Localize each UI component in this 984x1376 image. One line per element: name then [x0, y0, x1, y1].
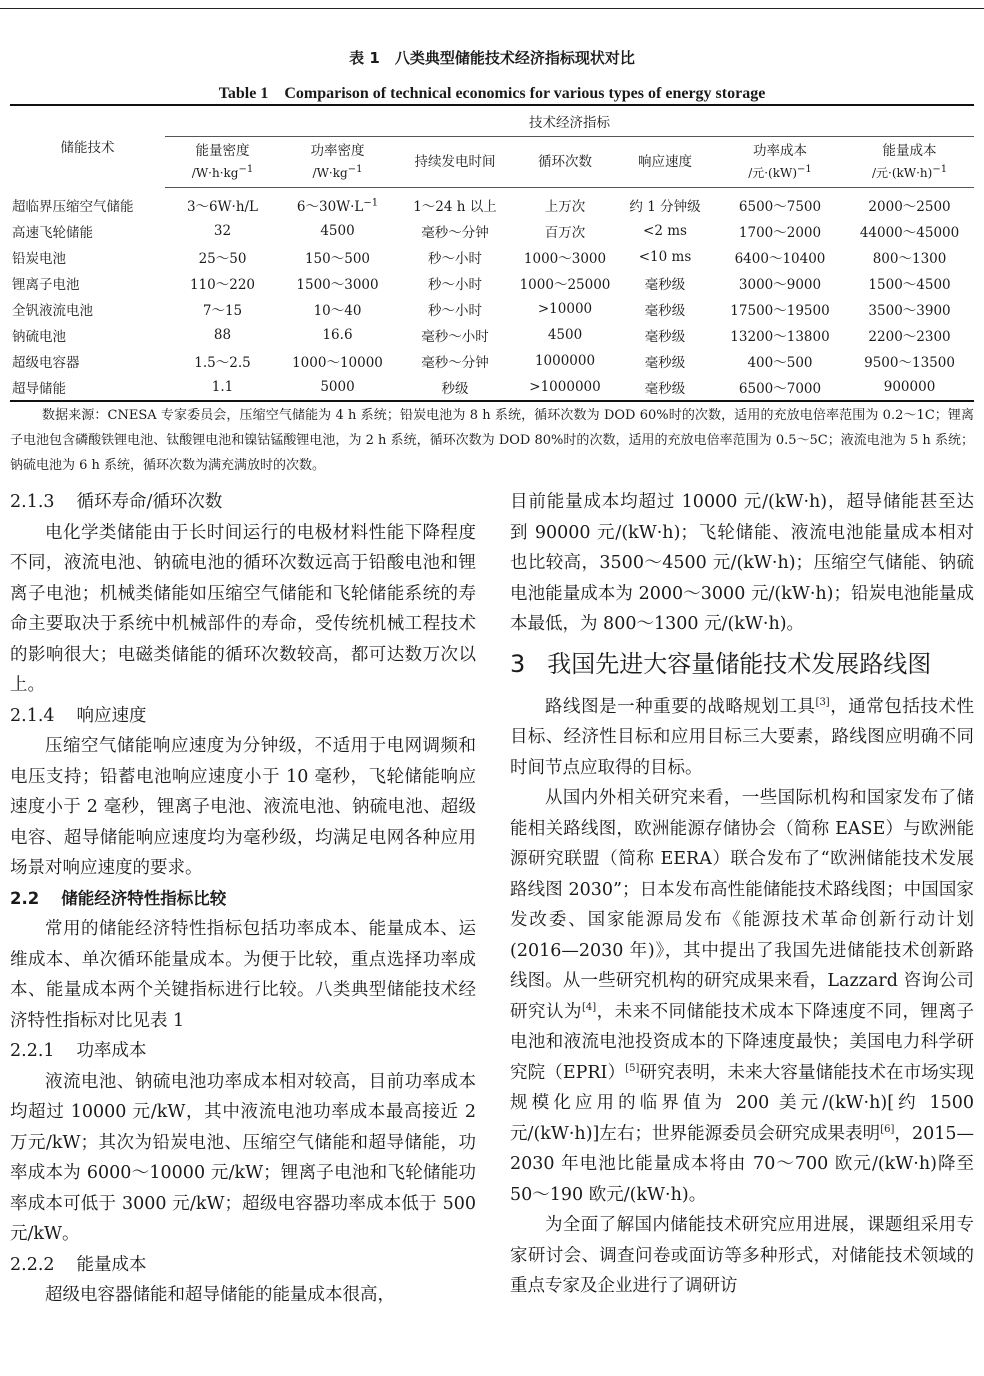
- column-header: 功率密度 $/W\cdot kg^{-1}$: [280, 137, 395, 188]
- paragraph: 从国内外相关研究来看，一些国际机构和国家发布了储能相关路线图，欧洲能源存储协会（简称 EASE）与欧洲能源研究联盟（简称 EERA）联合发布了“欧洲储能技术发展路线图 2030”；日本发布高性能储能技术路线图；中国国家发改委、国家能源局发布《能源技术革命创新行动计划(2016—2030 年)》，其中提出了我国先进储能技术创新路线图。从一些研究机构的研究成果来看，Lazzard 咨询公司研究认为[4]，未来不同储能技术成本下降速度不同，锂离子电池和液流电池投资成本的下降速度最快；美国电力科学研究院（EPRI）[5]研究表明，未来大容量储能技术在市场实现规模化应用的临界值为 200 美元/(kW·h)[约 1500 元/(kW·h)]左右；世界能源委员会研究成果表明[6]，2015—2030 年电池比能量成本将由 70～700 欧元/(kW·h)降至 50～190 欧元/(kW·h)。: [510, 788, 975, 1205]
- row-tech-name: 超临界压缩空气储能: [12, 198, 134, 215]
- table-cell: 17500～19500: [730, 303, 830, 319]
- table-cell: 6500～7500: [738, 199, 822, 215]
- table-cell: 13200～13800: [730, 329, 830, 345]
- paragraph: 为全面了解国内储能技术研究应用进展，课题组采用专家研讨会、调查问卷或面访等多种形式，对储能技术领域的重点专家及企业进行了调研访: [510, 1215, 974, 1296]
- row-tech-name: 钠硫电池: [12, 329, 66, 345]
- table-cell: 9500～13500: [864, 355, 955, 371]
- table-cell: 6400～10400: [734, 251, 826, 267]
- row-tech-name: 高速飞轮储能: [12, 225, 93, 241]
- column-header: 持续发电时间: [395, 137, 515, 188]
- table-cell: 32: [213, 223, 232, 239]
- table-cell: 110～220: [189, 277, 256, 293]
- group-header: 技术经济指标: [165, 105, 974, 137]
- table-cell: 1000～25000: [519, 277, 611, 293]
- table-cell: 1.5～2.5: [194, 355, 251, 371]
- table-cell: 2200～2300: [868, 329, 951, 345]
- chapter-heading: 3 我国先进大容量储能技术发展路线图: [510, 649, 932, 678]
- metrics-table: [10, 104, 974, 402]
- paragraph: 常用的储能经济特性指标包括功率成本、能量成本、运维成本、单次循环能量成本。为便于比较，重点选择功率成本、能量成本两个关键指标进行比较。八类典型储能技术经济特性指标对比见表 1: [10, 919, 476, 1031]
- table-cell: 1000～10000: [292, 355, 383, 371]
- table-row: [10, 322, 974, 348]
- table-cell: 秒～小时: [428, 251, 482, 267]
- table-cell: 4500: [547, 327, 583, 343]
- citation: [3]: [815, 696, 830, 708]
- table-cell: 毫秒～小时: [421, 329, 489, 345]
- table-cell: 1500～3000: [296, 277, 379, 293]
- section-heading: 2.1.3 循环寿命/循环次数: [10, 492, 223, 512]
- table-row: [10, 244, 974, 270]
- table-cell: 400～500: [747, 355, 813, 371]
- table-cell: 10～40: [313, 303, 362, 319]
- table-caption-en: Table 1 Comparison of technical economics for various types of energy storage: [218, 85, 766, 102]
- table-row: [10, 188, 974, 219]
- table-cell: 毫秒～分钟: [421, 225, 489, 241]
- table-cell: 3～6W·h/L: [186, 199, 259, 215]
- column-header: 功率成本 /元·(kW)$^{-1}$: [715, 137, 845, 188]
- section-heading: 2.2.2 能量成本: [10, 1254, 147, 1275]
- citation: [5]: [625, 1062, 640, 1074]
- table-cell: 3000～9000: [738, 277, 822, 293]
- table-row: [10, 374, 974, 401]
- table-cell: <2 ms: [643, 223, 687, 239]
- header-rule: [0, 8, 984, 9]
- section-heading: 2.2 储能经济特性指标比较: [10, 888, 227, 908]
- table-row: [10, 348, 974, 374]
- source-note: 数据来源：CNESA 专家委员会，压缩空气储能为 4 h 系统；铅炭电池为 8 h 系统，循环次数为 DOD 60%时的次数，适用的充放电倍率范围为 0.2～1C；锂离子电池包含磷酸铁锂电池、钛酸锂电池和镍钴锰酸锂电池，为 2 h 系统，循环次数为 DOD 80%时的次数，适用的充放电倍率范围为 0.5～5C；液流电池为 5 h 系统；钠硫电池为 6 h 系统，循环次数为满充满放时的次数。: [10, 408, 974, 473]
- table-cell: 4500: [320, 223, 355, 239]
- column-header: 循环次数: [515, 137, 615, 188]
- column-header: 响应速度: [615, 137, 715, 188]
- paragraph: 压缩空气储能响应速度为分钟级，不适用于电网调频和电压支持；铅蓄电池响应速度小于 10 毫秒，飞轮储能响应速度小于 2 毫秒，锂离子电池、液流电池、钠硫电池、超级电容、超导储能响应速度均为毫秒级，均满足电网各种应用场景对响应速度的要求。: [10, 736, 476, 878]
- table-cell: $6\sim 30W\cdot L^{-1}$: [296, 197, 379, 215]
- section-heading: 2.2.1 功率成本: [10, 1041, 147, 1061]
- row-tech-name: 超级电容器: [12, 355, 80, 371]
- tech-header: 储能技术: [60, 140, 115, 156]
- paragraph: 超级电容器储能和超导储能的能量成本很高，: [45, 1285, 395, 1305]
- paragraph: 电化学类储能由于长时间运行的电极材料性能下降程度不同，液流电池、钠硫电池的循环次数远高于铅酸电池和锂离子电池；机械类储能如压缩空气储能和飞轮储能系统的寿命主要取决于系统中机械部件的寿命，受传统机械工程技术的影响很大；电磁类储能的循环次数较高，都可达数万次以上。: [10, 522, 476, 695]
- paragraph: 路线图是一种重要的战略规划工具[3]，通常包括技术性目标、经济性目标和应用目标三大要素，路线图应明确不同时间节点应取得的目标。: [510, 696, 975, 778]
- table-cell: <10 ms: [638, 249, 692, 265]
- table-cell: 5000: [320, 379, 355, 395]
- row-tech-name: 锂离子电池: [12, 277, 80, 293]
- table-cell: 1.1: [211, 379, 234, 395]
- table-cell: 毫秒级: [644, 303, 686, 319]
- table-cell: 16.6: [322, 327, 353, 343]
- row-tech-name: 超导储能: [12, 381, 66, 397]
- table-cell: 毫秒级: [644, 277, 686, 293]
- table-cell: 1500～4500: [868, 277, 951, 293]
- left-column: [10, 487, 476, 1311]
- paragraph: 液流电池、钠硫电池功率成本相对较高，目前功率成本均超过 10000 元/kW，其中液流电池功率成本最高接近 2 万元/kW；其次为铅炭电池、压缩空气储能和超导储能，功率成本为 6000～10000 元/kW；锂离子电池和飞轮储能功率成本可低于 3000 元/kW；超级电容器功率成本低于 500 元/kW。: [10, 1071, 476, 1244]
- table-cell: 2000～2500: [868, 199, 951, 215]
- column-header: 能量密度 $/W\cdot h\cdot kg^{-1}$: [165, 137, 280, 188]
- right-column: [510, 487, 974, 1302]
- table-cell: 上万次: [544, 199, 586, 215]
- table-cell: 1000000: [534, 353, 596, 369]
- table-cell: 800～1300: [872, 251, 947, 267]
- table-cell: 3500～3900: [868, 303, 951, 319]
- table-cell: 毫秒级: [644, 355, 686, 371]
- table-cell: 毫秒级: [644, 329, 686, 345]
- table-cell: 44000～45000: [859, 225, 960, 241]
- table-cell: 1～24 h 以上: [413, 199, 497, 215]
- table-cell: 约 1 分钟级: [629, 199, 701, 215]
- table-row: [10, 270, 974, 296]
- table-cell: 6500～7000: [738, 381, 822, 397]
- table-cell: 25～50: [198, 251, 247, 267]
- table-caption-cn: 表 1 八类典型储能技术经济指标现状对比: [349, 49, 635, 67]
- column-header: 能量成本 /元$\cdot(kW\cdot h)^{-1}$: [845, 137, 974, 188]
- table-cell: 88: [213, 327, 232, 343]
- paragraph: 目前能量成本均超过 10000 元/(kW·h)，超导储能甚至达到 90000 元/(kW·h)；飞轮储能、液流电池能量成本相对也比较高，3500～4500 元/(kW·h)；压缩空气储能、钠硫电池能量成本为 2000～3000 元/(kW·h)；铅炭电池能量成本最低，为 800～1300 元/(kW·h)。: [510, 492, 974, 634]
- table-cell: 毫秒级: [644, 381, 686, 397]
- row-tech-name: 铅炭电池: [12, 251, 66, 267]
- table-cell: 秒～小时: [428, 303, 482, 319]
- table-cell: 900000: [883, 379, 936, 395]
- table-cell: 毫秒～分钟: [421, 355, 489, 371]
- table-row: [10, 296, 974, 322]
- table-cell: 150～500: [304, 251, 371, 267]
- table-cell: 7～15: [202, 303, 243, 319]
- table-row: [10, 218, 974, 244]
- table-header-row-1: [10, 105, 974, 137]
- citation: [6]: [880, 1123, 895, 1135]
- citation: [4]: [581, 1001, 597, 1013]
- table-cell: 1700～2000: [738, 225, 822, 241]
- table-cell: >1000000: [529, 379, 601, 395]
- table-cell: >10000: [537, 301, 593, 317]
- table-body: [10, 188, 974, 402]
- table-cell: 秒～小时: [428, 277, 482, 293]
- row-tech-name: 全钒液流电池: [12, 303, 93, 319]
- table-cell: 1000～3000: [523, 251, 607, 267]
- table-cell: 百万次: [544, 225, 586, 241]
- table-cell: 秒级: [441, 381, 469, 397]
- section-heading: 2.1.4 响应速度: [10, 705, 147, 726]
